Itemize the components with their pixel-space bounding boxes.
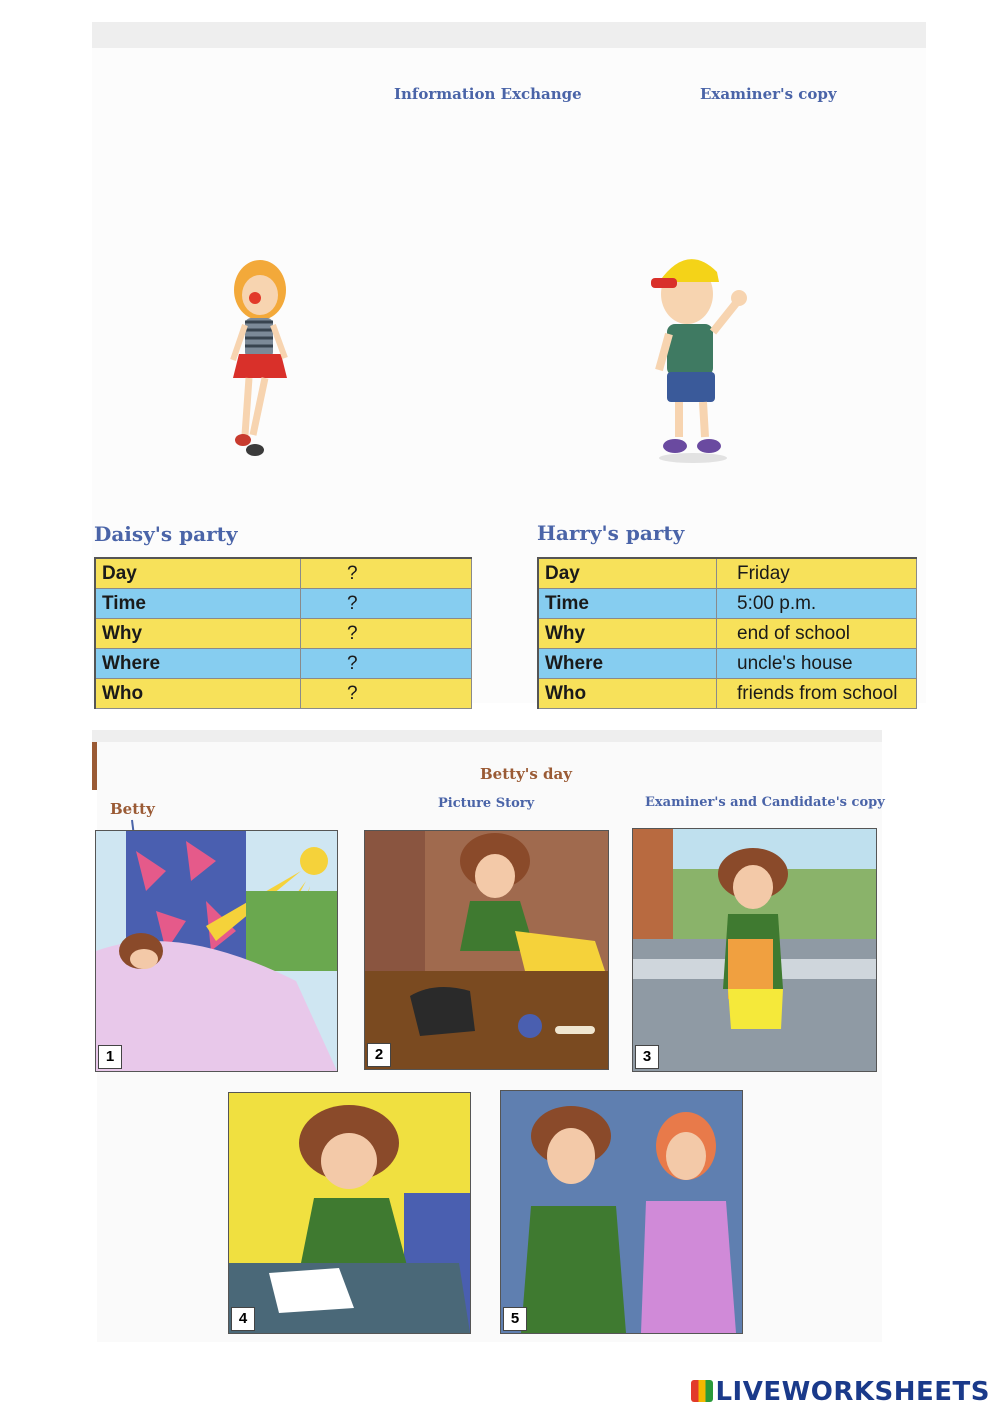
- harry-illustration: [645, 242, 755, 467]
- homework-illustration: [229, 1093, 470, 1333]
- liveworksheets-logo[interactable]: [691, 1377, 990, 1407]
- logo-text: LIVEWORKSHEETS: [715, 1377, 990, 1407]
- top-band: [92, 22, 926, 48]
- sleeping-scene-illustration: [96, 831, 337, 1071]
- row-value: 5:00 p.m.: [717, 589, 917, 619]
- panel-number: 4: [231, 1307, 255, 1331]
- table-row: [538, 558, 917, 589]
- picture-panel-4: [228, 1092, 471, 1334]
- logo-mark-icon: [691, 1380, 713, 1402]
- row-key: Time: [538, 589, 717, 619]
- row-key: Day: [538, 558, 717, 589]
- table-row: [95, 649, 472, 679]
- panel-number: 5: [503, 1307, 527, 1331]
- table-row: [95, 589, 472, 619]
- section2-band: [92, 730, 882, 742]
- panel-number: 2: [367, 1043, 391, 1067]
- daisy-party-title: Daisy's party: [94, 522, 238, 546]
- picture-panel-2: [364, 830, 609, 1070]
- row-value: uncle's house: [717, 649, 917, 679]
- section1-copy-label: Examiner's copy: [700, 85, 837, 103]
- section2-title: Betty's day: [480, 765, 572, 783]
- row-key: Why: [538, 619, 717, 649]
- picture-panel-1: [95, 830, 338, 1072]
- section2-copy-label: Examiner's and Candidate's copy: [645, 795, 885, 810]
- harry-party-table: [537, 557, 917, 709]
- row-key: Where: [95, 649, 301, 679]
- table-row: [538, 649, 917, 679]
- daisy-party-table: [94, 557, 472, 709]
- friends-illustration: [501, 1091, 742, 1333]
- walking-to-school-illustration: [633, 829, 876, 1071]
- row-key: Who: [95, 679, 301, 709]
- row-key: Time: [95, 589, 301, 619]
- picture-panel-3: [632, 828, 877, 1072]
- row-value: ?: [301, 679, 472, 709]
- row-value: ?: [301, 589, 472, 619]
- row-key: Where: [538, 649, 717, 679]
- table-row: [95, 558, 472, 589]
- section1-title: Information Exchange: [394, 85, 582, 103]
- picture-panel-5: [500, 1090, 743, 1334]
- panel-number: 1: [98, 1045, 122, 1069]
- table-row: [95, 679, 472, 709]
- row-value: Friday: [717, 558, 917, 589]
- row-value: friends from school: [717, 679, 917, 709]
- daisy-illustration: [215, 250, 305, 465]
- table-row: [538, 589, 917, 619]
- panel-number: 3: [635, 1045, 659, 1069]
- table-row: [95, 619, 472, 649]
- playing-with-dog-illustration: [365, 831, 608, 1069]
- row-value: ?: [301, 558, 472, 589]
- table-row: [538, 619, 917, 649]
- section2-subtitle: Picture Story: [438, 796, 535, 811]
- harry-party-title: Harry's party: [537, 521, 685, 545]
- betty-label: Betty: [110, 800, 155, 818]
- row-value: end of school: [717, 619, 917, 649]
- row-value: ?: [301, 649, 472, 679]
- row-key: Day: [95, 558, 301, 589]
- row-key: Why: [95, 619, 301, 649]
- row-key: Who: [538, 679, 717, 709]
- row-value: ?: [301, 619, 472, 649]
- table-row: [538, 679, 917, 709]
